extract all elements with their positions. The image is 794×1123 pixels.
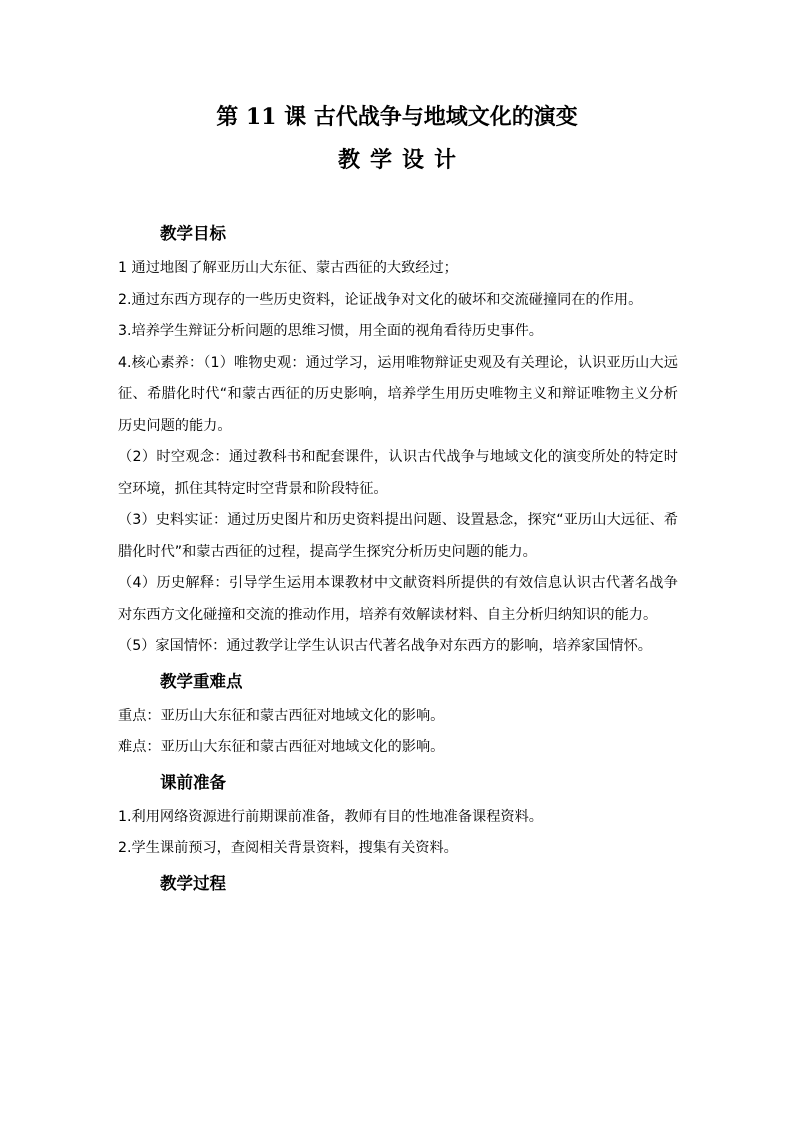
objective-item: （4）历史解释：引导学生运用本课教材中文献资料所提供的有效信息认识古代著名战争对东西方文化碰撞和交流的推动作用，培养有效解读材料、自主分析归纳知识的能力。 — [118, 575, 678, 623]
preparation-list — [118, 802, 678, 865]
objective-item: （3）史料实证：通过历史图片和历史资料提出问题、设置悬念，探究“亚历山大远征、希腊化时代”和蒙古西征的过程，提高学生探究分析历史问题的能力。 — [118, 512, 678, 560]
objective-item: （5）家国情怀：通过教学让学生认识古代著名战争对东西方的影响，培养家国情怀。 — [118, 638, 652, 654]
document-title: 第 11 课 古代战争与地域文化的演变 — [216, 104, 578, 130]
section-heading-preparation: 课前准备 — [160, 772, 226, 792]
section-heading-objectives: 教学目标 — [160, 224, 226, 243]
objectives-list — [118, 253, 678, 663]
objective-item: 3.培养学生辩证分析问题的思维习惯，用全面的视角看待历史事件。 — [118, 323, 543, 339]
objective-item: 1 通过地图了解亚历山大东征、蒙古西征的大致经过； — [118, 260, 458, 276]
objective-item: 4.核心素养：（1）唯物史观：通过学习，运用唯物辩证史观及有关理论，认识亚历山大远征、希腊化时代“和蒙古西征的历史影响，培养学生用历史唯物主义和辩证唯物主义分析历史问题的能力。 — [118, 354, 678, 434]
section-heading-key-points: 教学重难点 — [160, 671, 243, 691]
key-point-item: 难点：亚历山大东征和蒙古西征对地域文化的影响。 — [118, 739, 445, 755]
section-heading-process: 教学过程 — [160, 873, 226, 893]
document-body — [118, 215, 678, 903]
key-point-item: 重点：亚历山大东征和蒙古西征对地域文化的影响。 — [118, 707, 445, 724]
objective-item: 2.通过东西方现存的一些历史资料，论证战争对文化的破坏和交流碰撞同在的作用。 — [118, 291, 643, 308]
objective-item: （2）时空观念：通过教科书和配套课件，认识古代战争与地域文化的演变所处的特定时空环境，抓住其特定时空背景和阶段特征。 — [118, 449, 678, 497]
document-subtitle: 教学设计 — [337, 147, 466, 173]
preparation-item: 2.学生课前预习，查阅相关背景资料，搜集有关资料。 — [118, 840, 458, 856]
key-points-list — [118, 701, 678, 764]
preparation-item: 1.利用网络资源进行前期课前准备，教师有目的性地准备课程资料。 — [118, 808, 543, 825]
